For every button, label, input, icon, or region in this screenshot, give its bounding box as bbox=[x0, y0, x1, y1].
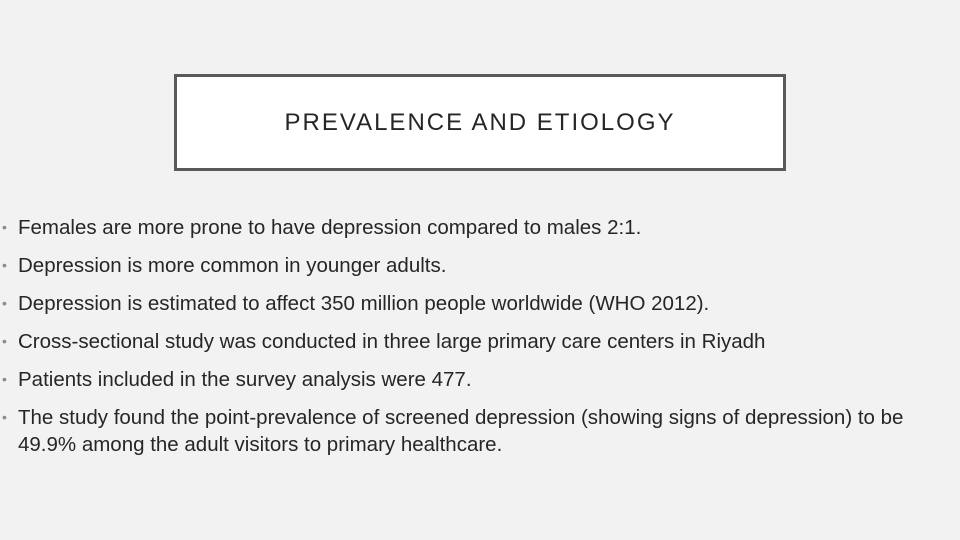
bullet-item bbox=[0, 366, 950, 393]
bullet-dot-icon: • bbox=[2, 219, 7, 235]
bullet-dot-icon: • bbox=[2, 257, 7, 273]
bullet-text: Females are more prone to have depression compared to males 2:1. bbox=[18, 216, 642, 239]
bullet-item bbox=[0, 214, 950, 241]
bullet-dot-icon: • bbox=[2, 371, 7, 387]
bullet-text: The study found the point-prevalence of screened depression (showing signs of depression) to be 49.9% among the adult visitors to primary healthcare. bbox=[18, 406, 904, 456]
bullet-dot-icon: • bbox=[2, 409, 7, 425]
title-box bbox=[174, 74, 786, 171]
bullet-item bbox=[0, 290, 950, 317]
bullet-list bbox=[0, 214, 950, 469]
bullet-text: Depression is estimated to affect 350 million people worldwide (WHO 2012). bbox=[18, 292, 710, 315]
slide-title: PREVALENCE AND ETIOLOGY bbox=[284, 108, 676, 136]
bullet-item bbox=[0, 252, 950, 279]
bullet-item bbox=[0, 328, 950, 355]
bullet-text: Patients included in the survey analysis were 477. bbox=[18, 368, 472, 391]
bullet-text: Cross-sectional study was conducted in three large primary care centers in Riyadh bbox=[18, 330, 766, 353]
bullet-dot-icon: • bbox=[2, 333, 7, 349]
bullet-dot-icon: • bbox=[2, 295, 7, 311]
bullet-text: Depression is more common in younger adults. bbox=[18, 254, 447, 277]
bullet-item bbox=[0, 404, 950, 458]
